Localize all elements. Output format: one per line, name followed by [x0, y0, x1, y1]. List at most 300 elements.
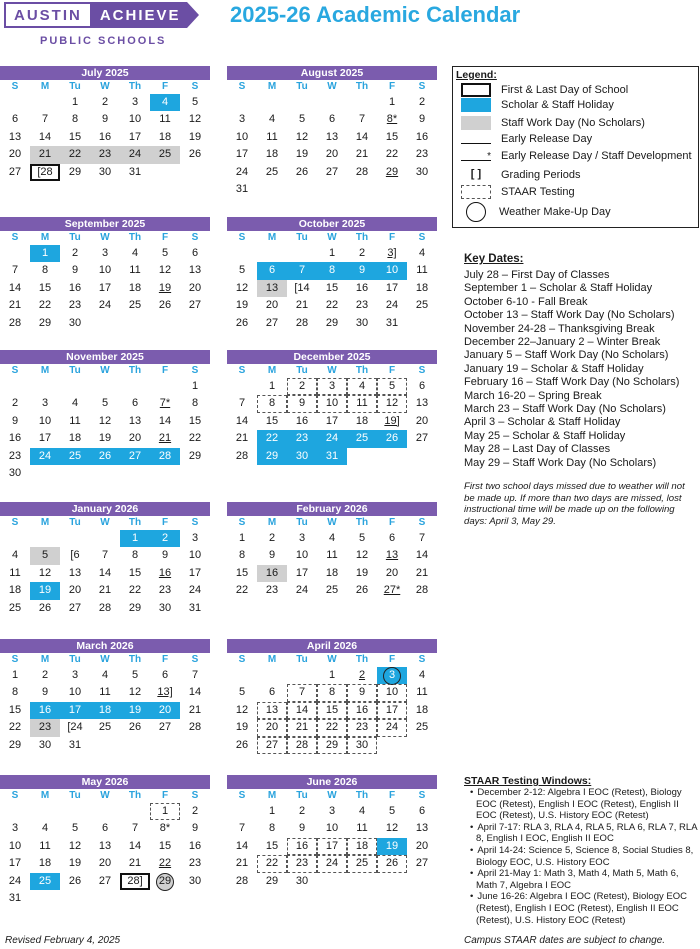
- day-cell: 15: [38, 281, 52, 294]
- day-cell: 17: [8, 857, 22, 870]
- day-cell: 30: [38, 738, 52, 751]
- day-cell: 28: [355, 165, 369, 178]
- staar-window-item: • April 14-24: Science 5, Science 8, Social Studies 8, Biology EOC, U.S. History EOC: [464, 845, 699, 868]
- day-cell: 23: [265, 584, 279, 597]
- weekday-label: S: [418, 517, 426, 528]
- day-cell: 10: [377, 262, 407, 279]
- day-cell: 17: [377, 702, 407, 719]
- weekday-label: Tu: [296, 81, 308, 92]
- day-cell: 7: [131, 822, 139, 835]
- day-cell: 7: [238, 822, 246, 835]
- empty-day: [120, 803, 150, 820]
- day-cell: 13: [385, 549, 399, 562]
- key-date-item: May 29 – Staff Work Day (No Scholars): [464, 456, 657, 469]
- day-cell: 23: [30, 719, 60, 736]
- key-date-item: November 24-28 – Thanksgiving Break: [464, 322, 655, 335]
- day-cell: 20: [150, 702, 180, 719]
- day-cell: 20: [385, 566, 399, 579]
- day-cell: 16: [188, 839, 202, 852]
- weekday-label: Th: [355, 365, 369, 376]
- month-title: August 2025: [227, 66, 437, 80]
- day-cell: 11: [129, 264, 141, 277]
- day-cell: 21: [158, 432, 172, 445]
- weekday-label: Tu: [69, 81, 81, 92]
- day-cell: 10: [317, 395, 347, 412]
- weekday-label: W: [100, 654, 110, 665]
- day-cell: 20: [68, 584, 82, 597]
- day-cell: 4: [328, 532, 336, 544]
- weekday-label: F: [388, 365, 396, 376]
- day-cell: 22: [128, 584, 142, 597]
- day-grid: [0, 245, 210, 332]
- staar-window-item: • April 7-17: RLA 3, RLA 4, RLA 5, RLA 6, RLA 7, RLA 8, English I EOC, English II EOC: [464, 822, 699, 845]
- weekday-label: F: [388, 790, 396, 801]
- weekday-label: F: [161, 654, 169, 665]
- staar-window-item: • December 2-12: Algebra I EOC (Retest), Biology EOC (Retest), English I EOC (Retest), English II EOC (Retest), U.S. History EOC (Retest): [464, 787, 699, 822]
- day-cell: 3: [317, 378, 347, 395]
- day-cell: 25: [347, 430, 377, 447]
- empty-day: [0, 245, 30, 262]
- day-cell: 28: [150, 448, 180, 465]
- empty-day: [227, 803, 257, 820]
- day-cell: 31: [8, 891, 22, 904]
- day-cell: 19]: [384, 414, 400, 427]
- day-cell: 16: [8, 432, 22, 445]
- day-cell: 15: [8, 703, 22, 716]
- weekday-label: S: [11, 81, 19, 92]
- legend-swatch-bold: [461, 83, 491, 97]
- day-cell: 17: [325, 414, 339, 427]
- day-cell: 17: [128, 130, 142, 143]
- weekday-label: M: [267, 517, 277, 528]
- day-cell: 12: [235, 281, 249, 294]
- day-cell: 23: [90, 146, 120, 163]
- legend-label: Weather Make-Up Day: [499, 206, 611, 218]
- day-cell: 2: [358, 669, 366, 681]
- day-cell: 18: [8, 584, 22, 597]
- day-cell: 7: [238, 397, 246, 410]
- day-cell: 9: [101, 113, 109, 126]
- weekday-label: M: [267, 654, 277, 665]
- day-cell: 12: [158, 264, 172, 277]
- day-cell: 29: [265, 874, 279, 887]
- day-cell: 8: [11, 686, 19, 699]
- day-cell: 5: [71, 822, 79, 835]
- empty-day: [30, 530, 60, 547]
- key-date-item: December 22–January 2 – Winter Break: [464, 336, 661, 349]
- weekday-header: [0, 231, 210, 245]
- key-date-item: April 3 – Scholar & Staff Holiday: [464, 416, 621, 429]
- weekday-header: [227, 789, 437, 803]
- day-cell: 2: [101, 96, 109, 108]
- key-date-item: July 28 – First Day of Classes: [464, 269, 610, 281]
- day-cell: 1: [238, 532, 246, 544]
- day-cell: 19: [98, 432, 112, 445]
- day-cell: 31: [235, 182, 249, 195]
- empty-day: [60, 803, 90, 820]
- empty-day: [227, 378, 257, 395]
- day-cell: 12: [355, 549, 369, 562]
- day-cell: 4: [131, 247, 139, 259]
- day-cell: 13: [415, 397, 429, 410]
- day-cell: 31: [317, 448, 347, 465]
- weekday-label: W: [327, 81, 337, 92]
- weekday-label: F: [161, 517, 169, 528]
- day-cell: 31: [128, 165, 142, 178]
- day-cell: 14: [128, 839, 142, 852]
- day-cell: 14: [287, 702, 317, 719]
- day-cell: 1: [120, 530, 150, 547]
- day-cell: 26: [355, 584, 369, 597]
- day-cell: 1: [268, 380, 276, 392]
- month-title: September 2025: [0, 217, 210, 231]
- day-cell: 26: [295, 165, 309, 178]
- day-cell: 29: [325, 316, 339, 329]
- empty-day: [30, 803, 60, 820]
- weekday-label: S: [11, 790, 19, 801]
- day-cell: 12: [98, 414, 112, 427]
- day-cell: 14: [8, 281, 22, 294]
- day-cell: 18: [38, 857, 52, 870]
- legend-swatch-circle: [466, 202, 486, 222]
- day-cell: 8: [257, 395, 287, 412]
- revised-date: Revised February 4, 2025: [5, 935, 121, 946]
- day-cell: 25: [415, 299, 429, 312]
- empty-day: [150, 378, 180, 395]
- day-cell: 9: [11, 414, 19, 427]
- day-cell: 23: [158, 584, 172, 597]
- day-cell: 2: [287, 378, 317, 395]
- day-cell: 6: [418, 805, 426, 817]
- day-cell: 20: [415, 839, 429, 852]
- day-cell: 9: [268, 549, 276, 562]
- day-cell: 6: [191, 247, 199, 259]
- month-april-2026: [227, 639, 437, 754]
- weekday-label: S: [418, 365, 426, 376]
- weekday-label: W: [100, 517, 110, 528]
- day-cell: 3: [131, 96, 139, 108]
- day-cell: 28: [8, 316, 22, 329]
- key-date-item: February 16 – Staff Work Day (No Scholars): [464, 376, 680, 389]
- day-cell: 22: [317, 719, 347, 736]
- day-grid: [0, 94, 210, 181]
- month-september-2025: [0, 217, 210, 332]
- day-grid: [227, 245, 437, 332]
- day-cell: 12: [188, 113, 202, 126]
- weekday-label: Tu: [296, 790, 308, 801]
- day-cell: 24: [235, 165, 249, 178]
- weekday-label: Th: [128, 517, 142, 528]
- day-cell: 26: [90, 448, 120, 465]
- legend-label: Staff Work Day (No Scholars): [501, 117, 645, 129]
- day-cell: 15: [158, 839, 172, 852]
- day-cell: 24: [317, 430, 347, 447]
- weekday-label: W: [327, 517, 337, 528]
- day-cell: 18: [158, 130, 172, 143]
- day-cell: 27: [68, 601, 82, 614]
- day-cell: 5: [377, 378, 407, 395]
- day-cell: 11: [416, 264, 428, 277]
- weekday-label: M: [40, 790, 50, 801]
- day-cell: 8: [191, 397, 199, 410]
- empty-day: [257, 245, 287, 262]
- day-cell: 6: [418, 380, 426, 392]
- day-cell: 26: [38, 601, 52, 614]
- weekday-header: [227, 516, 437, 530]
- day-cell: 21: [98, 584, 112, 597]
- legend-item: [461, 133, 592, 145]
- weekday-label: S: [238, 790, 246, 801]
- day-cell: 26: [377, 430, 407, 447]
- weekday-label: Th: [128, 654, 142, 665]
- weekday-label: Tu: [296, 654, 308, 665]
- weekday-label: S: [191, 81, 199, 92]
- weekday-label: W: [100, 232, 110, 243]
- weekday-label: Tu: [69, 790, 81, 801]
- weekday-label: Th: [355, 790, 369, 801]
- weekday-label: Th: [355, 517, 369, 528]
- day-cell: 9: [191, 822, 199, 835]
- day-grid: [0, 378, 210, 482]
- legend-item: [461, 150, 692, 162]
- day-cell: 29: [385, 165, 399, 178]
- day-cell: 5: [131, 669, 139, 681]
- day-cell: 30: [287, 448, 317, 465]
- day-cell: 7*: [159, 397, 171, 410]
- day-cell: 16: [158, 566, 172, 579]
- day-cell: 21: [188, 703, 202, 716]
- day-cell: 23: [188, 857, 202, 870]
- day-cell: 25: [30, 873, 60, 890]
- day-cell: 22: [8, 721, 22, 734]
- day-cell: 29: [257, 448, 287, 465]
- day-cell: 6: [268, 686, 276, 699]
- day-cell: 1: [268, 805, 276, 817]
- day-cell: 10: [325, 822, 339, 835]
- legend-box: [452, 66, 699, 228]
- day-cell: 18: [90, 702, 120, 719]
- day-cell: 10: [377, 684, 407, 701]
- month-title: June 2026: [227, 775, 437, 789]
- day-cell: 14: [235, 414, 249, 427]
- day-cell: 17: [385, 281, 399, 294]
- day-cell: 19: [355, 566, 369, 579]
- day-cell: 29: [128, 601, 142, 614]
- day-cell: 29: [38, 316, 52, 329]
- day-cell: 23: [287, 430, 317, 447]
- day-cell: 27: [8, 165, 22, 178]
- day-cell: 11: [356, 822, 368, 835]
- day-cell: 28: [188, 721, 202, 734]
- day-cell: 2: [268, 532, 276, 544]
- day-cell: 29: [317, 737, 347, 754]
- weather-makeup-circle: 3: [383, 667, 401, 685]
- day-cell: 7: [11, 264, 19, 277]
- weekday-label: Th: [355, 232, 369, 243]
- day-cell: 5: [238, 264, 246, 277]
- weekday-header: [0, 364, 210, 378]
- month-january-2026: [0, 502, 210, 617]
- weekday-label: M: [40, 81, 50, 92]
- weekday-label: Th: [355, 81, 369, 92]
- weekday-label: S: [191, 232, 199, 243]
- day-cell: 23: [355, 299, 369, 312]
- day-cell: 28: [415, 584, 429, 597]
- day-cell: 22: [257, 430, 287, 447]
- weekday-label: S: [418, 654, 426, 665]
- weekday-label: S: [191, 365, 199, 376]
- day-cell: 30: [415, 165, 429, 178]
- day-cell: 25: [98, 721, 112, 734]
- day-cell: 8: [131, 549, 139, 562]
- day-cell: 19: [120, 702, 150, 719]
- day-cell: 9: [347, 684, 377, 701]
- day-cell: 1: [11, 669, 19, 681]
- day-cell: 28: [98, 601, 112, 614]
- month-november-2025: [0, 350, 210, 482]
- day-cell: 16: [355, 281, 369, 294]
- legend-swatch-linestar: *: [461, 151, 491, 161]
- day-cell: 19: [235, 721, 249, 734]
- day-cell: 28: [235, 874, 249, 887]
- day-cell: 26: [235, 738, 249, 751]
- day-cell: 11: [9, 566, 21, 579]
- weekday-label: M: [267, 81, 277, 92]
- day-cell: 4: [418, 247, 426, 259]
- legend-swatch-line: [461, 134, 491, 144]
- day-cell: 11: [326, 549, 338, 562]
- weekday-header: [0, 80, 210, 94]
- day-cell: 20: [265, 299, 279, 312]
- day-cell: 20: [325, 148, 339, 161]
- day-grid: [0, 803, 210, 907]
- day-cell: 7: [418, 532, 426, 544]
- day-cell: 15: [128, 566, 142, 579]
- day-cell: 30: [355, 316, 369, 329]
- day-cell: 30: [98, 165, 112, 178]
- day-grid: [227, 378, 437, 465]
- day-cell: 11: [159, 113, 171, 126]
- empty-day: [287, 667, 317, 684]
- weekday-label: F: [161, 790, 169, 801]
- day-cell: 13]: [157, 686, 173, 699]
- day-cell: 4: [11, 549, 19, 562]
- weather-note: First two school days missed due to weather will not be made up. If more than two days are missed, lost instructional time will be made up on the following days: April 3, May 29.: [464, 481, 685, 527]
- weekday-label: M: [267, 790, 277, 801]
- day-cell: 27: [415, 432, 429, 445]
- day-cell: 2: [11, 397, 19, 410]
- weekday-label: S: [238, 517, 246, 528]
- day-cell: 22: [385, 148, 399, 161]
- day-cell: 6: [11, 113, 19, 126]
- empty-day: [0, 530, 30, 547]
- day-cell: 18: [415, 703, 429, 716]
- day-cell: 12: [38, 566, 52, 579]
- weekday-label: Tu: [296, 365, 308, 376]
- day-cell: 20: [128, 432, 142, 445]
- day-cell: 10: [235, 130, 249, 143]
- legend-swatch-dotted: [461, 185, 491, 199]
- day-cell: [377, 667, 407, 684]
- logo-badge: [4, 2, 187, 28]
- day-cell: 15: [385, 130, 399, 143]
- day-cell: 24: [188, 584, 202, 597]
- day-cell: 3: [191, 532, 199, 544]
- month-title: October 2025: [227, 217, 437, 231]
- day-cell: 14: [355, 130, 369, 143]
- day-cell: 20: [415, 414, 429, 427]
- day-grid: [227, 94, 437, 198]
- empty-day: [227, 94, 257, 111]
- empty-day: [347, 94, 377, 111]
- day-cell: 20: [257, 719, 287, 736]
- day-cell: 14: [158, 414, 172, 427]
- day-cell: 31: [188, 601, 202, 614]
- day-cell: 4: [71, 397, 79, 410]
- day-cell: 27: [265, 316, 279, 329]
- weekday-header: [227, 364, 437, 378]
- day-cell: 19: [377, 838, 407, 855]
- day-cell: 5: [298, 113, 306, 126]
- day-cell: 8: [268, 822, 276, 835]
- weekday-label: S: [11, 654, 19, 665]
- day-cell: 13: [415, 822, 429, 835]
- day-cell: 19: [68, 857, 82, 870]
- day-cell: 6: [131, 397, 139, 410]
- key-dates-title: Key Dates:: [464, 253, 524, 265]
- day-cell: 12: [295, 130, 309, 143]
- day-cell: 5: [388, 805, 396, 817]
- day-cell: 27: [325, 165, 339, 178]
- day-cell: 3: [11, 822, 19, 835]
- weekday-label: F: [388, 232, 396, 243]
- day-cell: [150, 873, 180, 890]
- day-cell: 19: [295, 148, 309, 161]
- day-grid: [0, 530, 210, 617]
- day-cell: 14: [188, 686, 202, 699]
- empty-day: [90, 378, 120, 395]
- weekday-header: [0, 516, 210, 530]
- day-cell: 21: [8, 299, 22, 312]
- day-cell: [6: [70, 549, 80, 562]
- day-cell: 23: [415, 148, 429, 161]
- day-cell: 10: [68, 686, 82, 699]
- day-cell: 11: [347, 395, 377, 412]
- month-july-2025: [0, 66, 210, 181]
- day-cell: 13: [98, 839, 112, 852]
- day-cell: 27: [158, 721, 172, 734]
- weekday-label: F: [388, 654, 396, 665]
- legend-item: [461, 185, 575, 199]
- day-cell: 10: [128, 113, 142, 126]
- day-cell: 30: [68, 316, 82, 329]
- day-cell: 10: [188, 549, 202, 562]
- day-cell: 17: [38, 432, 52, 445]
- day-cell: 7: [101, 549, 109, 562]
- weekday-label: S: [191, 790, 199, 801]
- day-cell: 3: [101, 247, 109, 259]
- day-cell: 17: [60, 702, 90, 719]
- weekday-label: F: [388, 517, 396, 528]
- key-dates-list: [464, 269, 679, 470]
- day-cell: 25: [265, 165, 279, 178]
- day-cell: 18: [415, 281, 429, 294]
- weekday-label: S: [11, 232, 19, 243]
- day-cell: 26: [377, 855, 407, 872]
- weekday-label: F: [161, 232, 169, 243]
- month-august-2025: [227, 66, 437, 198]
- key-date-item: May 25 – Scholar & Staff Holiday: [464, 429, 626, 442]
